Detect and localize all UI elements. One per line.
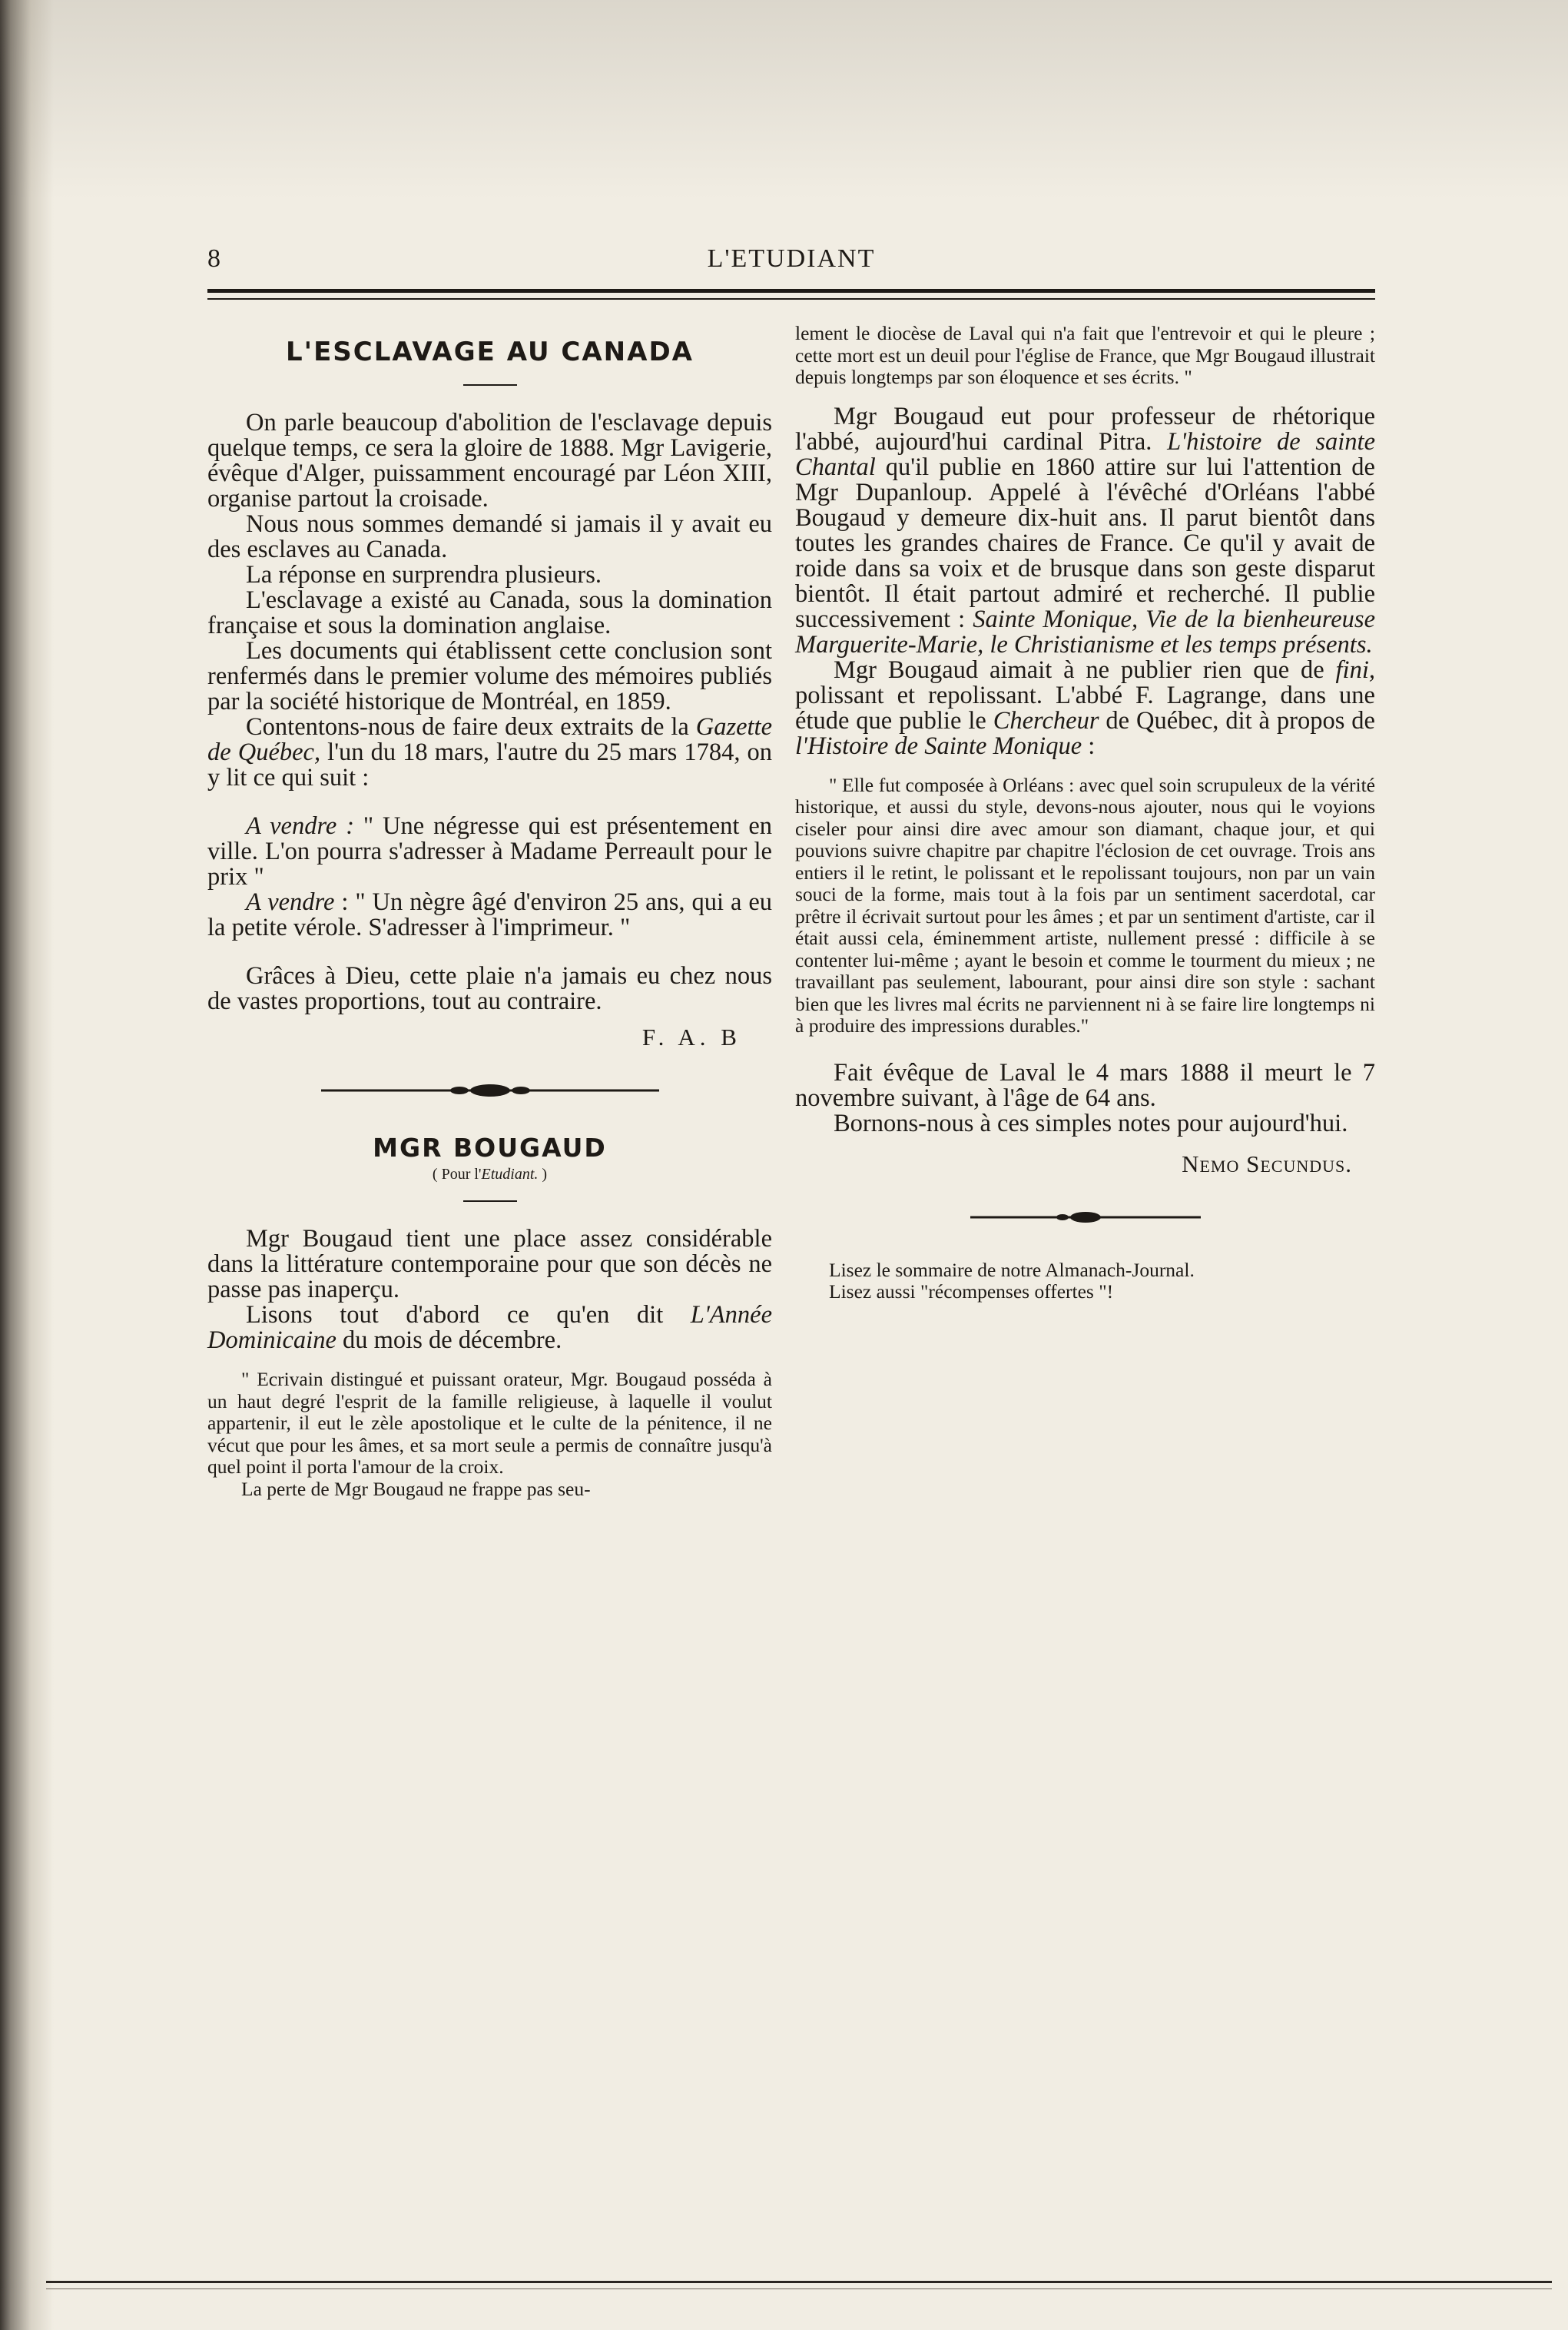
ornament-divider <box>207 1079 772 1102</box>
paragraph: Les documents qui établissent cette conclusion sont renfermés dans le premier volume des mémoires publiés par la société historique de Montréal, en 1859. <box>207 637 772 715</box>
quote-continuation: lement le diocèse de Laval qui n'a fait que l'entrevoir et qui le pleure ; cette mort est un deuil pour l'église de France, que Mgr Bougaud illustrait depuis longtemps par son éloquence et ses écrits. " <box>795 322 1375 388</box>
title-dash <box>463 384 517 386</box>
header-rule-thick <box>207 289 1375 293</box>
quote-paragraph: " Elle fut composée à Orléans : avec quel soin scrupuleux de la vérité historique, et aussi du style, devons-nous ajouter, nous qui le voyions ciseler pour ainsi dire avec amour son diamant, chaque jour, et qui pouvions suivre chapitre par chapitre l'éclosion de cet ouvrage. Trois ans entiers il le retint, le polissant et le repolissant toujours, non par un vain souci de la forme, mais tout à la fois par un sentiment sacerdotal, car prêtre il écrivait surtout pour les âmes ; et par un sentiment d'artiste, car il était aussi cela, éminemment artiste, nullement pressé : difficile à se contenter lui-même ; ayant le besoin et comme le tourment du mieux ; ne travaillant pas seulement, labourant, pour ainsi dire son style : sachant bien que les livres mal écrits ne parviennent ni à se faire lire longtemps ni à produire des impressions durables." <box>795 773 1375 1037</box>
paragraph: La réponse en surprendra plusieurs. <box>246 561 602 589</box>
header-rule-thin <box>207 298 1375 300</box>
left-column <box>207 323 772 1500</box>
spacer <box>795 759 1375 775</box>
title-dash <box>463 1200 517 1202</box>
right-column <box>795 323 1375 1303</box>
article-title-bougaud: MGR BOUGAUD <box>373 1133 607 1163</box>
quoted-ad: A vendre : " Une négresse qui est présentement en ville. L'on pourra s'adresser à Madame Perreault pour le prix " <box>207 812 772 891</box>
ornament-divider <box>795 1206 1375 1229</box>
quote-paragraph: " Ecrivain distingué et puissant orateur, Mgr. Bougaud posséda à un haut degré l'esprit de la famille religieuse, à laquelle il voulut appartenir, il eut le zèle apostolique et le culte de la pénitence, il ne vécut que pour les âmes, et sa mort seule a permis de connaître jusqu'à quel point il porta l'amour de la croix. <box>207 1368 772 1478</box>
notice: Lisez le sommaire de notre Almanach-Journal. <box>829 1258 1195 1281</box>
spacer <box>207 941 772 964</box>
spacer <box>795 1037 1375 1060</box>
paragraph: Bornons-nous à ces simples notes pour aujourd'hui. <box>834 1109 1348 1137</box>
bottom-rule <box>46 2281 1552 2283</box>
article-subtitle: ( Pour l'Etudiant. ) <box>432 1166 548 1183</box>
spacer <box>207 1353 772 1369</box>
page-header <box>207 244 1375 283</box>
paragraph: Lisons tout d'abord ce qu'en dit L'Année Dominicaine du mois de décembre. <box>207 1301 772 1354</box>
paragraph: Mgr Bougaud eut pour professeur de rhétorique l'abbé, aujourd'hui cardinal Pitra. L'histoire de sainte Chantal qu'il publie en 1860 attire sur lui l'attention de Mgr Dupanloup. Appelé à l'évêché d'Orléans l'abbé Bougaud y demeure dix-huit ans. Il parut bientôt dans toutes les grandes chaires de France. Ce qu'il y avait de roide dans sa voix et de brusque dans son geste disparut bientôt. Il était partout admiré et recherché. Il publie successivement : Sainte Monique, Vie de la bienheureuse Marguerite-Marie, le Christianisme et les temps présents. <box>795 402 1376 659</box>
paragraph: Nous nous sommes demandé si jamais il y avait eu des esclaves au Canada. <box>207 510 772 563</box>
quote-paragraph: La perte de Mgr Bougaud ne frappe pas seu- <box>241 1477 591 1500</box>
article-title-esclavage: L'ESCLAVAGE AU CANADA <box>286 337 694 367</box>
paper-tone <box>0 0 1568 200</box>
binding-shadow <box>0 0 54 2330</box>
signature: F. A. B <box>641 1024 741 1050</box>
paragraph: Contentons-nous de faire deux extraits de la Gazette de Québec, l'un du 18 mars, l'autre du 25 mars 1784, on y lit ce qui suit : <box>207 713 773 792</box>
paragraph: On parle beaucoup d'abolition de l'esclavage depuis quelque temps, ce sera la gloire de 1888. Mgr Lavigerie, évêque d'Alger, puissamment encouragé par Léon XIII, organise partout la croisade. <box>207 409 772 513</box>
paragraph: L'esclavage a existé au Canada, sous la domination française et sous la domination anglaise. <box>207 586 772 639</box>
spacer <box>795 389 1375 404</box>
spacer <box>207 791 772 814</box>
paragraph: Grâces à Dieu, cette plaie n'a jamais eu chez nous de vastes proportions, tout au contraire. <box>207 962 772 1015</box>
paragraph: Mgr Bougaud tient une place assez considérable dans la littérature contemporaine pour que son décès ne passe pas inaperçu. <box>207 1225 772 1303</box>
quoted-ad: A vendre : " Un nègre âgé d'environ 25 ans, qui a eu la petite vérole. S'adresser à l'imprimeur. " <box>207 888 772 941</box>
signature: Nemo Secundus. <box>1182 1150 1352 1177</box>
paragraph: Mgr Bougaud aimait à ne publier rien que de fini, polissant et repolissant. L'abbé F. Lagrange, dans une étude que publie le Chercheur de Québec, dit à propos de l'Histoire de Sainte Monique : <box>795 656 1375 760</box>
running-title: L'ETUDIANT <box>707 244 876 273</box>
page-number: 8 <box>207 244 220 273</box>
paragraph: Fait évêque de Laval le 4 mars 1888 il meurt le 7 novembre suivant, à l'âge de 64 ans. <box>795 1058 1375 1112</box>
notice: Lisez aussi "récompenses offertes "! <box>829 1280 1114 1303</box>
